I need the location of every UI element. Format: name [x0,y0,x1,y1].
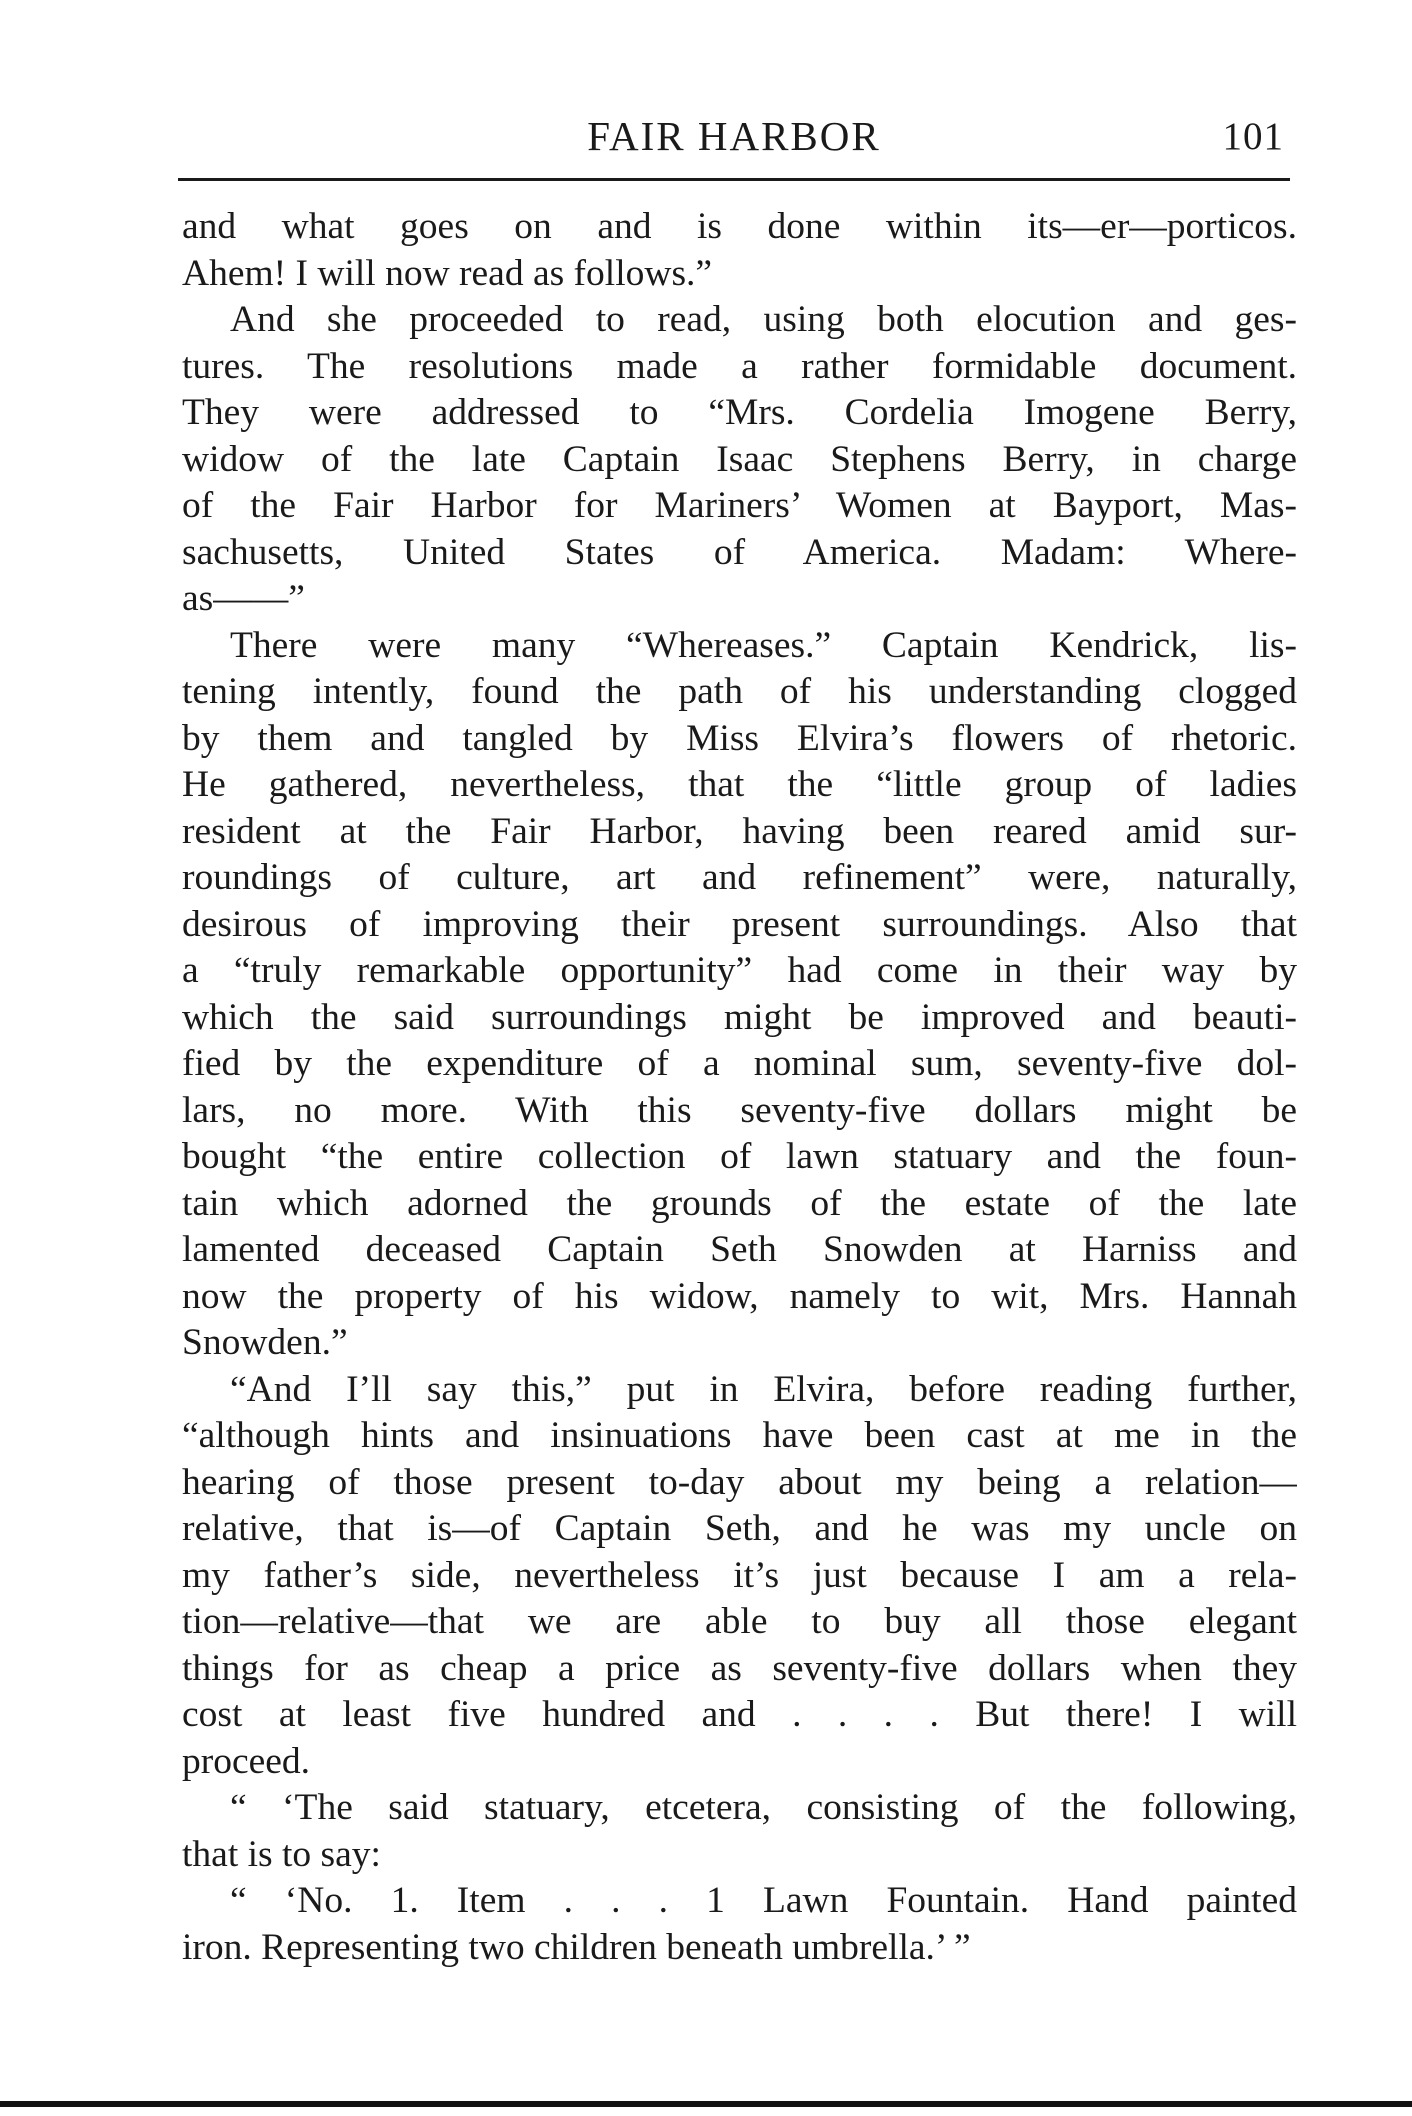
text-line: tion—relative—that we are able to buy all those elegant [182,1601,1297,1642]
body-text [182,204,1297,1971]
page-header [178,108,1290,168]
page-number: 101 [1222,115,1284,158]
text-line: Ahem! I will now read as follows.” [182,252,713,294]
text-line: There were many “Whereases.” Captain Kendrick, lis- [230,624,1297,666]
text-line: resident at the Fair Harbor, having been reared amid sur- [182,810,1297,852]
text-line: lamented deceased Captain Seth Snowden at Harniss and [182,1229,1297,1270]
text-line: proceed. [182,1740,311,1782]
text-line: And she proceeded to read, using both elocution and ges- [230,299,1297,340]
text-line: “ ‘No. 1. Item . . . 1 Lawn Fountain. Hand painted [230,1880,1297,1921]
text-line: “And I’ll say this,” put in Elvira, before reading further, [230,1368,1297,1410]
text-line: iron. Representing two children beneath umbrella.’ ” [182,1926,971,1968]
text-line: by them and tangled by Miss Elvira’s flowers of rhetoric. [182,717,1297,759]
text-line: roundings of culture, art and refinement” were, naturally, [182,857,1297,898]
text-line: my father’s side, nevertheless it’s just because I am a rela- [182,1554,1297,1596]
text-line: which the said surroundings might be improved and beauti- [182,996,1297,1038]
text-line: He gathered, nevertheless, that the “little group of ladies [182,764,1297,805]
text-line: tain which adorned the grounds of the estate of the late [182,1182,1297,1224]
text-line: tures. The resolutions made a rather formidable document. [182,345,1297,387]
text-line: widow of the late Captain Isaac Stephens Berry, in charge [182,438,1297,480]
text-line: They were addressed to “Mrs. Cordelia Imogene Berry, [182,392,1297,433]
text-line: desirous of improving their present surroundings. Also that [182,903,1297,945]
text-line: Snowden.” [182,1322,348,1363]
text-line: bought “the entire collection of lawn statuary and the foun- [182,1136,1297,1177]
text-line: now the property of his widow, namely to wit, Mrs. Hannah [182,1275,1297,1317]
text-line: that is to say: [182,1833,381,1875]
text-line: hearing of those present to-day about my being a relation— [182,1461,1297,1503]
text-line: lars, no more. With this seventy-five dollars might be [182,1089,1297,1131]
header-rule [178,178,1290,181]
bottom-rule [0,2101,1412,2107]
text-line: fied by the expenditure of a nominal sum, seventy-five dol- [182,1043,1297,1084]
text-line: a “truly remarkable opportunity” had come in their way by [182,950,1297,991]
text-line: and what goes on and is done within its—er—porticos. [182,206,1297,247]
text-line: relative, that is—of Captain Seth, and he was my uncle on [182,1508,1297,1549]
text-line: things for as cheap a price as seventy-five dollars when they [182,1647,1297,1689]
text-line: “ ‘The said statuary, etcetera, consisting of the following, [230,1787,1297,1828]
text-line: sachusetts, United States of America. Madam: Where- [182,531,1297,573]
text-line: cost at least five hundred and . . . . But there! I will [182,1694,1297,1735]
text-line: of the Fair Harbor for Mariners’ Women at Bayport, Mas- [182,485,1297,526]
text-line: tening intently, found the path of his understanding clogged [182,671,1297,712]
text-line: “although hints and insinuations have been cast at me in the [182,1415,1297,1456]
running-title: FAIR HARBOR [587,113,881,159]
text-line: as——” [182,578,305,619]
